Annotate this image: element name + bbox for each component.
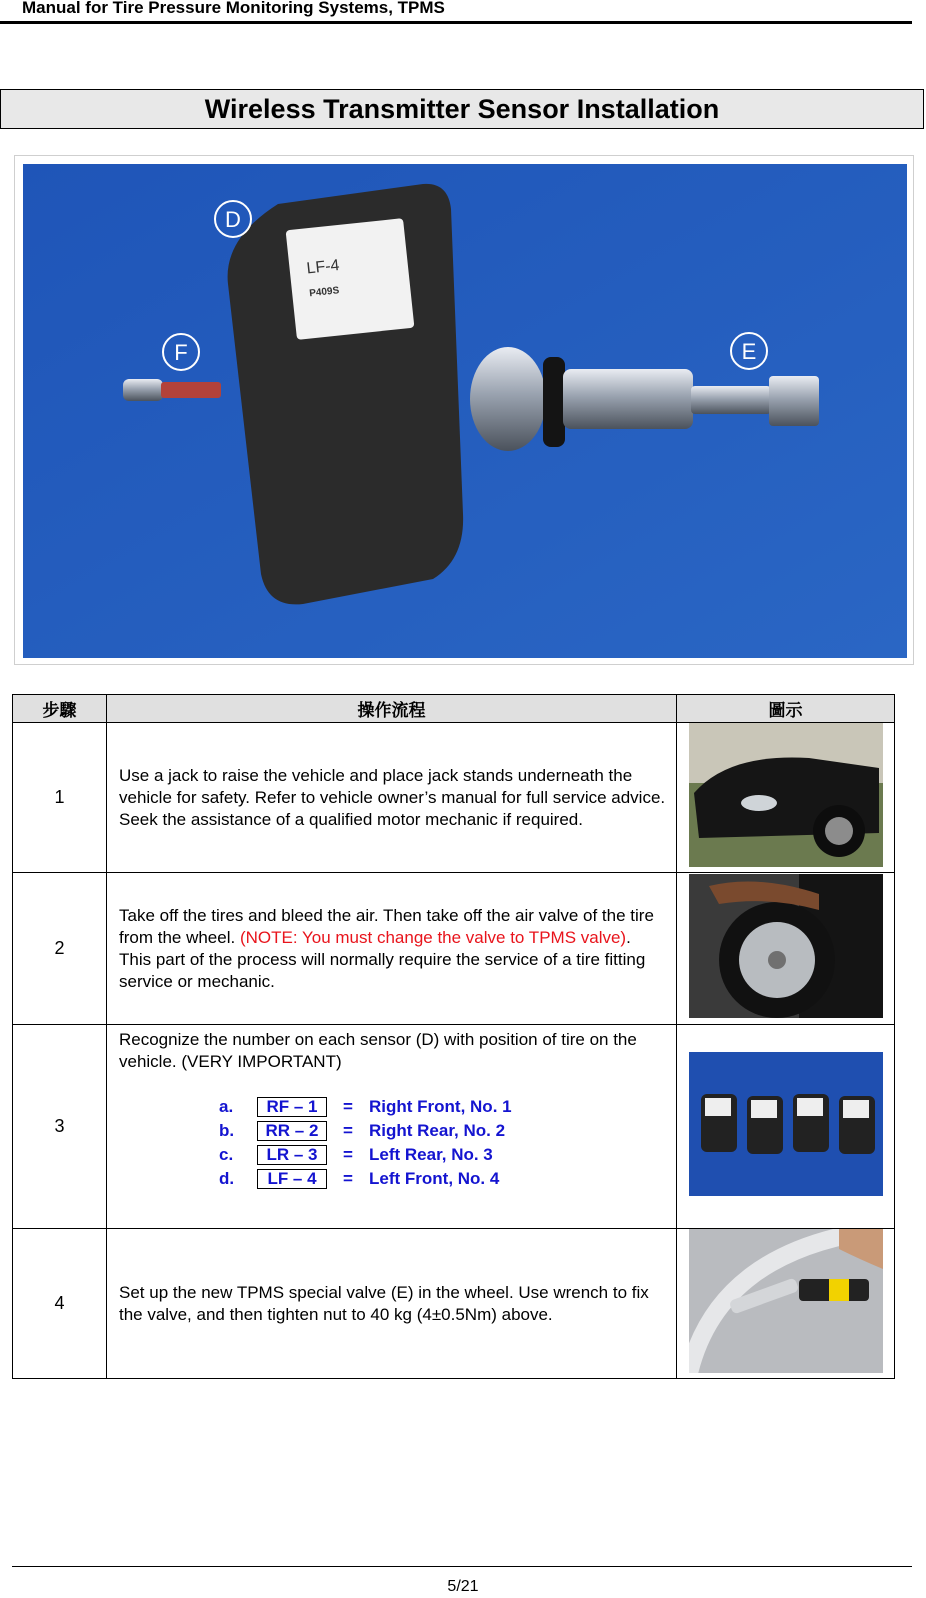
code-letter: c. xyxy=(219,1145,234,1164)
step-text: Recognize the number on each sensor (D) with position of tire on the vehicle. (VERY IMPORTANT) xyxy=(119,1030,637,1071)
step-photo-cell xyxy=(677,1025,895,1229)
step-number: 4 xyxy=(13,1229,107,1379)
list-item xyxy=(219,1119,666,1143)
code-box: LR – 3 xyxy=(257,1145,327,1165)
code-equals: = xyxy=(343,1121,353,1140)
list-item xyxy=(219,1143,666,1167)
valve-nut xyxy=(769,376,819,426)
code-box: RF – 1 xyxy=(257,1097,327,1117)
step-photo-cell xyxy=(677,873,895,1025)
header-illustration: 圖示 xyxy=(677,695,895,723)
header-rule xyxy=(0,21,912,24)
table-row xyxy=(13,873,895,1025)
code-letter: b. xyxy=(219,1121,235,1140)
installation-steps-table xyxy=(12,694,895,1379)
callout-e-label: E xyxy=(741,339,757,364)
car-on-jack-photo xyxy=(689,723,883,867)
page-number: 5/21 xyxy=(447,1578,479,1595)
code-box: LF – 4 xyxy=(257,1169,327,1189)
step-number: 1 xyxy=(13,723,107,873)
list-item xyxy=(219,1167,666,1191)
step-text-before: Take off the tires and bleed the air. Then take off the air valve of the tire from the wheel. xyxy=(119,905,654,947)
valve-cap xyxy=(470,347,546,451)
code-equals: = xyxy=(343,1097,353,1116)
code-meaning: Left Front, No. 4 xyxy=(369,1169,500,1188)
footer-rule xyxy=(12,1566,912,1567)
tire-removal-photo xyxy=(689,874,883,1018)
sensor-label-line2: P409S xyxy=(308,285,340,300)
table-row xyxy=(13,1229,895,1379)
step-text-after: . This part of the process will normally require the service of a tire fitting service or mechanic. xyxy=(119,927,646,991)
valve-shaft xyxy=(691,386,771,414)
list-item xyxy=(219,1095,666,1119)
code-letter: a. xyxy=(219,1097,234,1116)
sensor-parts-photo xyxy=(14,155,914,665)
sensor-label-sticker xyxy=(286,218,415,340)
code-equals: = xyxy=(343,1145,353,1164)
step-description: Use a jack to raise the vehicle and place jack stands underneath the vehicle for safety. Refer to vehicle owner’s manual for full service advice. Seek the assistance of a qualified motor mechanic if required. xyxy=(107,723,677,873)
four-sensors-photo xyxy=(689,1052,883,1196)
sensor-label-line1: LF-4 xyxy=(305,257,341,278)
header-step: 步驟 xyxy=(13,695,107,723)
step-photo-cell xyxy=(677,1229,895,1379)
table-row xyxy=(13,723,895,873)
valve-stem xyxy=(563,369,693,429)
step-description xyxy=(107,1025,677,1229)
table-header-row xyxy=(13,695,895,723)
code-meaning: Left Rear, No. 3 xyxy=(369,1145,493,1164)
header-procedure: 操作流程 xyxy=(107,695,677,723)
sensor-code-list xyxy=(219,1095,666,1191)
step-number: 3 xyxy=(13,1025,107,1229)
code-meaning: Right Rear, No. 2 xyxy=(369,1121,506,1140)
valve-grommet xyxy=(543,357,565,447)
step-note: (NOTE: You must change the valve to TPMS valve) xyxy=(239,927,627,947)
screw-thread xyxy=(161,382,221,398)
screw-head xyxy=(123,379,163,401)
step-description xyxy=(107,873,677,1025)
document-header-title: Manual for Tire Pressure Monitoring Systems, TPMS xyxy=(22,0,445,17)
code-letter: d. xyxy=(219,1169,235,1188)
step-photo-cell xyxy=(677,723,895,873)
code-equals: = xyxy=(343,1169,353,1188)
code-box: RR – 2 xyxy=(257,1121,327,1141)
callout-d-label: D xyxy=(225,207,241,232)
section-title: Wireless Transmitter Sensor Installation xyxy=(0,89,924,129)
step-number: 2 xyxy=(13,873,107,1025)
code-meaning: Right Front, No. 1 xyxy=(369,1097,512,1116)
step-description: Set up the new TPMS special valve (E) in the wheel. Use wrench to fix the valve, and then tighten nut to 40 kg (4±0.5Nm) above. xyxy=(107,1229,677,1379)
valve-tightening-photo xyxy=(689,1229,883,1373)
table-row xyxy=(13,1025,895,1229)
callout-f-label: F xyxy=(174,340,188,365)
sensor-parts-illustration xyxy=(23,164,907,658)
